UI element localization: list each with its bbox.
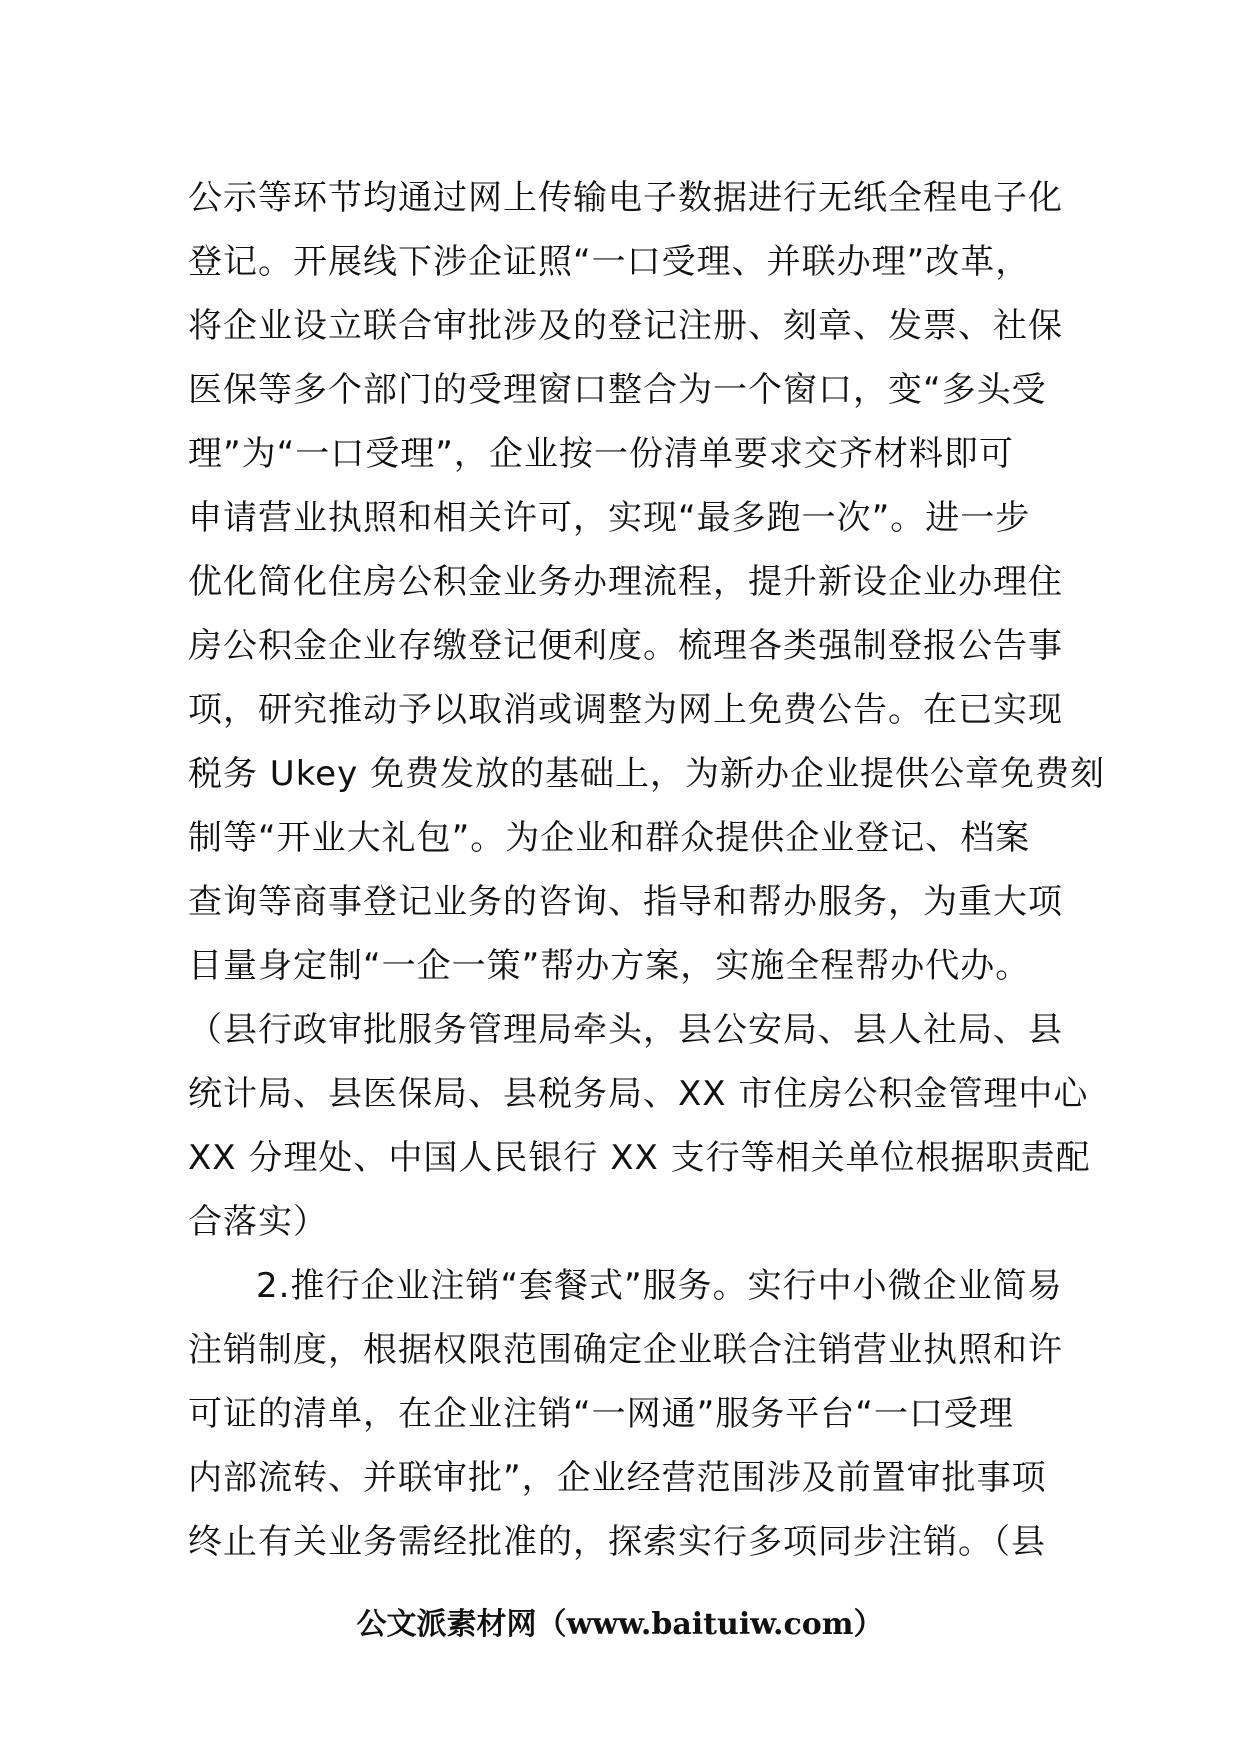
text-line: XX 分理处、中国人民银行 XX 支行等相关单位根据职责配: [188, 1138, 1091, 1178]
text-line: 理”为“一口受理”，企业按一份清单要求交齐材料即可: [188, 434, 1014, 474]
text-line: 项，研究推动予以取消或调整为网上免费公告。在已实现: [188, 690, 1063, 730]
text-line: 将企业设立联合审批涉及的登记注册、刻章、发票、社保: [188, 306, 1063, 346]
text-line: 统计局、县医保局、县税务局、XX 市住房公积金管理中心: [188, 1074, 1089, 1114]
text-line: 医保等多个部门的受理窗口整合为一个窗口，变“多头受: [188, 370, 1047, 410]
text-line: 可证的清单，在企业注销“一网通”服务平台“一口受理: [188, 1394, 1014, 1434]
text-line: 申请营业执照和相关许可，实现“最多跑一次”。进一步: [188, 498, 1031, 538]
text-line: 目量身定制“一企一策”帮办方案，实施全程帮办代办。: [188, 946, 1031, 986]
text-line: 合落实）: [188, 1202, 328, 1242]
text-line: 税务 Ukey 免费发放的基础上，为新办企业提供公章免费刻: [188, 754, 1106, 794]
text-line: 终止有关业务需经批准的，探索实行多项同步注销。（县: [188, 1522, 1046, 1562]
text-line: 登记。开展线下涉企证照“一口受理、并联办理”改革，: [188, 242, 1031, 282]
text-line: 查询等商事登记业务的咨询、指导和帮办服务，为重大项: [188, 882, 1063, 922]
text-line: 内部流转、并联审批”，企业经营范围涉及前置审批事项: [188, 1458, 1047, 1498]
section-heading-line: 2.推行企业注销“套餐式”服务。实行中小微企业简易: [256, 1266, 1063, 1306]
footer-watermark: 公文派素材网（www.baituiw.com）: [356, 1607, 884, 1642]
text-line: 公示等环节均通过网上传输电子数据进行无纸全程电子化: [188, 178, 1063, 218]
text-line: 制等“开业大礼包”。为企业和群众提供企业登记、档案: [188, 818, 1031, 858]
text-line: 优化简化住房公积金业务办理流程，提升新设企业办理住: [188, 562, 1063, 602]
text-line: 注销制度，根据权限范围确定企业联合注销营业执照和许: [188, 1330, 1063, 1370]
document-body: [188, 166, 1106, 1574]
text-line: （县行政审批服务管理局牵头，县公安局、县人社局、县: [188, 1010, 1063, 1050]
text-line: 房公积金企业存缴登记便利度。梳理各类强制登报公告事: [188, 626, 1063, 666]
